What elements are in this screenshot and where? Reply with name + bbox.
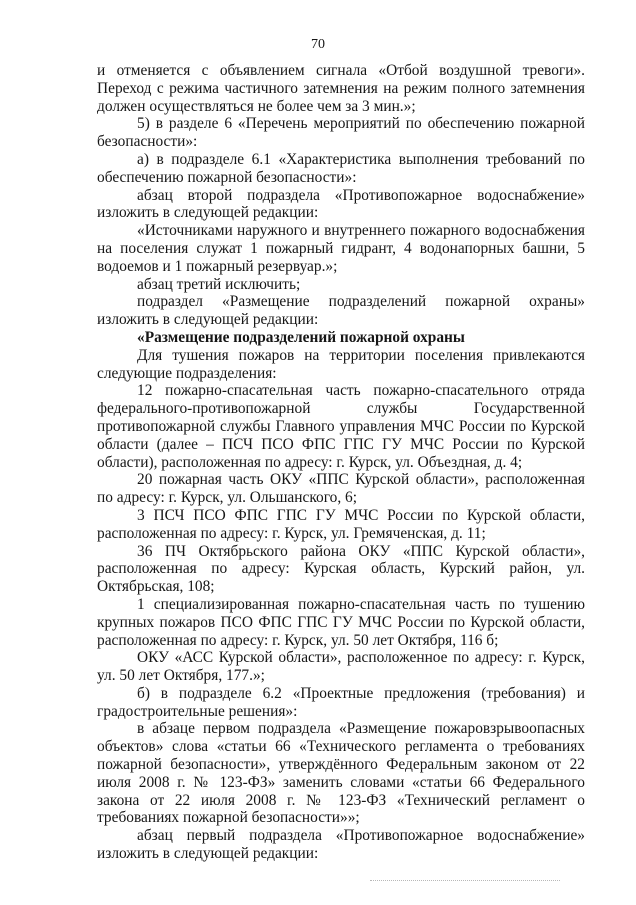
paragraph-continuation: и отменяется с объявлением сигнала «Отбой воздушной тревоги». Переход с режима частичного затемнения на режим полного затемнения должен осуществляться не более чем за 3 мин.»; — [97, 62, 585, 115]
paragraph-unit-36: 36 ПЧ Октябрьского района ОКУ «ППС Курской области», расположенная по адресу: Курская область, Курский район, ул. Октябрьская, 108; — [97, 542, 585, 596]
paragraph-subitem-b: б) в подразделе 6.2 «Проектные предложения (требования) и градостроительные решения»: — [97, 684, 585, 720]
paragraph-item-5: 5) в разделе 6 «Перечень мероприятий по обеспечению пожарной безопасности»: — [97, 115, 585, 151]
paragraph-water-supply-text: «Источниками наружного и внутреннего пожарного водоснабжения на поселения служат 1 пожарный гидрант, 4 водонапорных башни, 5 водоемов и 1 пожарный резервуар.»; — [97, 222, 585, 275]
paragraph-replacement: в абзаце первом подраздела «Размещение пожаровзрывоопасных объектов» слова «статьи 66 «Технического регламента о требованиях пожарной безопасности», утверждённого Федеральным законом от 22 июля 2008 г. № 123-ФЗ» заменить словами «статьи 66 Федерального закона от 22 июля 2008 г. № 123-ФЗ «Технический регламент о требованиях пожарной безопасности»»; — [97, 720, 585, 827]
paragraph-unit-3: 3 ПСЧ ПСО ФПС ГПС ГУ МЧС России по Курской области, расположенная по адресу: г. Курск, ул. Гремяченская, д. 11; — [97, 506, 585, 542]
paragraph-unit-12: 12 пожарно-спасательная часть пожарно-спасательного отряда федерального-противопожарной службы Государственной противопожарной службы Главного управления МЧС России по Курской области (далее – ПСЧ ПСО ФПС ГПС ГУ МЧС России по Курской области), расположенная по адресу: г. Курск, ул. Объездная, д. 4; — [97, 382, 585, 471]
paragraph-third-excluded: абзац третий исключить; — [137, 275, 301, 293]
paragraph-unit-ass: ОКУ «АСС Курской области», расположенное по адресу: г. Курск, ул. 50 лет Октября, 177.»; — [97, 649, 585, 685]
scan-artifact-line — [370, 880, 560, 882]
document-body — [97, 62, 585, 863]
paragraph-units-intro: Для тушения пожаров на территории поселения привлекаются следующие подразделения: — [97, 346, 585, 382]
paragraph-final: абзац первый подраздела «Противопожарное водоснабжение» изложить в следующей редакции: — [97, 827, 585, 863]
section-heading: «Размещение подразделений пожарной охраны — [137, 328, 465, 346]
paragraph-subsection-intro: подраздел «Размещение подразделений пожарной охраны» изложить в следующей редакции: — [97, 293, 585, 329]
paragraph-water-supply-intro: абзац второй подраздела «Противопожарное водоснабжение» изложить в следующей редакции: — [97, 186, 585, 222]
paragraph-unit-20: 20 пожарная часть ОКУ «ППС Курской области», расположенная по адресу: г. Курск, ул. Ольшанского, 6; — [97, 471, 585, 507]
paragraph-unit-1: 1 специализированная пожарно-спасательная часть по тушению крупных пожаров ПСО ФПС ГПС ГУ МЧС России по Курской области, расположенная по адресу: г. Курск, ул. 50 лет Октября, 116 б; — [97, 595, 585, 649]
page-number: 70 — [311, 37, 325, 52]
paragraph-subitem-a: а) в подразделе 6.1 «Характеристика выполнения требований по обеспечению пожарной безопасности»: — [97, 150, 585, 186]
